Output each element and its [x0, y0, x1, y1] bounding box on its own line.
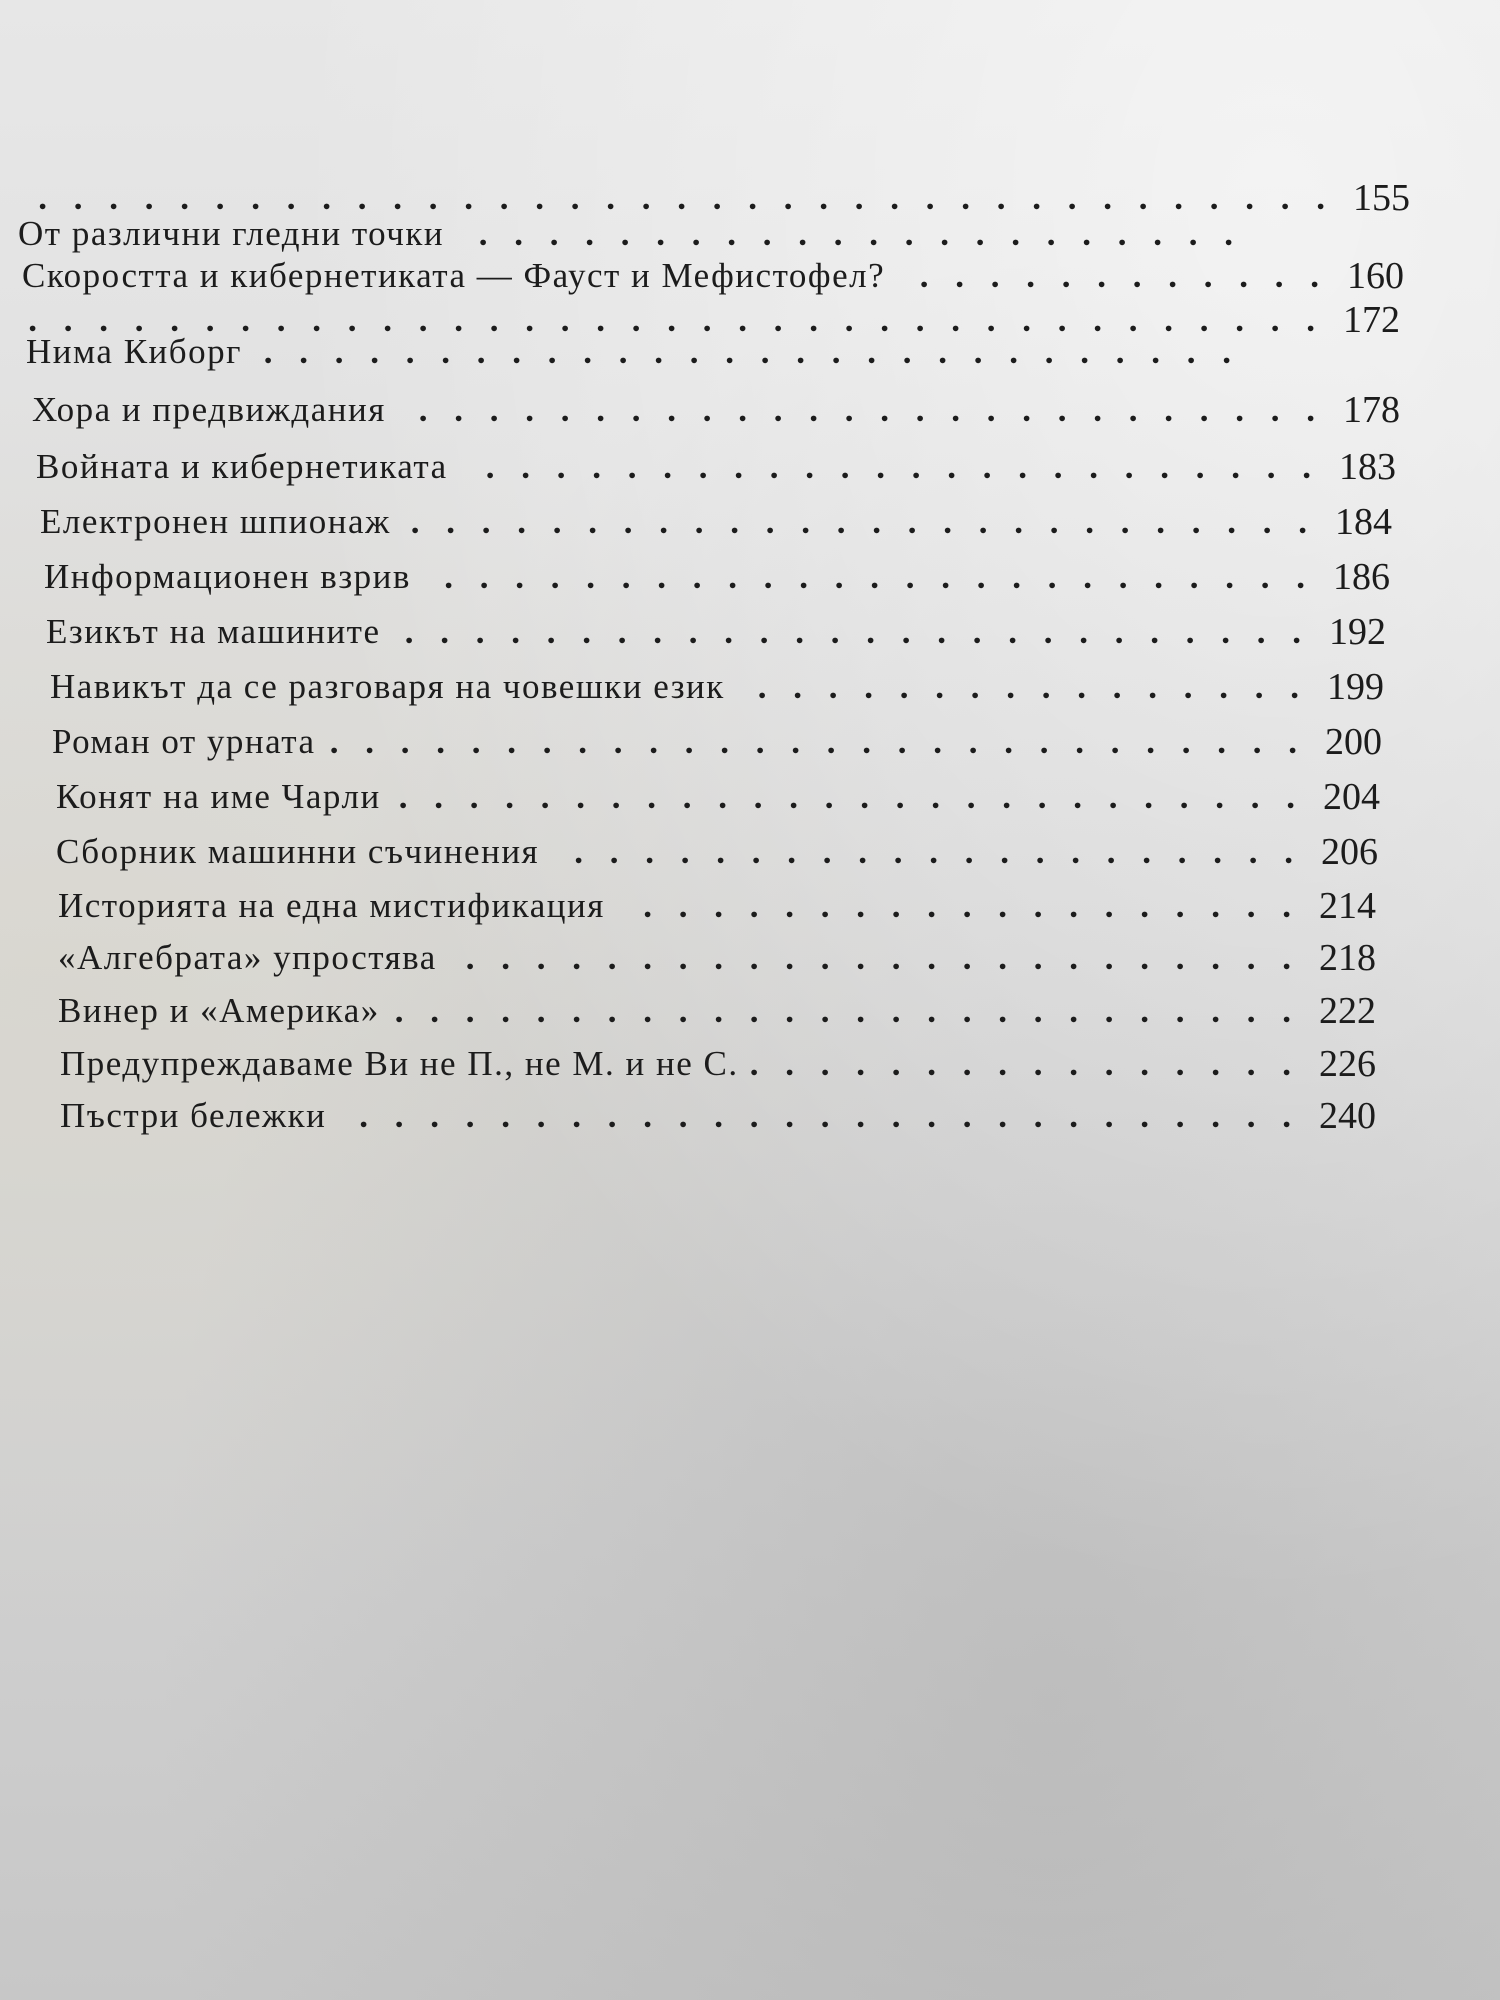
toc-entry-title: Сборник машинни съчинения — [56, 832, 540, 871]
toc-entry-page: 183 — [1339, 446, 1396, 488]
toc-entry-page: 204 — [1323, 776, 1380, 818]
toc-entry — [60, 1040, 1376, 1088]
toc-entry-title: Роман от урната — [52, 722, 316, 761]
dot-leader — [390, 987, 1300, 1035]
dot-leader — [454, 210, 1242, 258]
toc-entry — [32, 386, 1400, 434]
dot-leader — [749, 1040, 1300, 1088]
dot-leader — [396, 386, 1324, 434]
toc-entry — [58, 987, 1376, 1035]
dot-leader — [458, 443, 1320, 491]
toc-entry-page: 186 — [1333, 556, 1390, 598]
toc-entry-title: Нима Киборг — [26, 332, 242, 371]
toc-entry-page: 172 — [1343, 299, 1400, 341]
dot-leader — [391, 773, 1304, 821]
toc-entry-page: 178 — [1343, 389, 1400, 431]
toc-entry-title: Историята на една мистификация — [58, 886, 605, 925]
toc-entry-title: Скоростта и кибернетиката — Фауст и Мефистофел? — [22, 256, 886, 295]
dot-leader — [549, 828, 1302, 876]
toc-entry-page: 200 — [1325, 721, 1382, 763]
toc-entry-title: Винер и «Америка» — [58, 991, 380, 1030]
toc-entry — [26, 328, 1316, 376]
dot-leader — [336, 1092, 1300, 1140]
toc-entry — [60, 1092, 1376, 1140]
dot-leader — [447, 934, 1300, 982]
dot-leader — [252, 328, 1240, 376]
toc-entry-title: Хора и предвиждания — [32, 390, 386, 429]
toc-entry — [18, 210, 1318, 258]
toc-entry-page: 184 — [1335, 501, 1392, 543]
toc-entry-title: Електронен шпионаж — [40, 502, 391, 541]
toc-entry — [50, 663, 1384, 711]
toc-entry-title: Пъстри бележки — [60, 1096, 327, 1135]
toc-entry-title: Предупреждаваме Ви не П., не М. и не С. — [60, 1044, 739, 1083]
toc-entry-title: «Алгебрата» упростява — [58, 938, 437, 977]
toc-entry-title: Конят на име Чарли — [56, 777, 381, 816]
toc-entry — [52, 718, 1382, 766]
dot-leader — [401, 498, 1316, 546]
toc-entry — [56, 773, 1380, 821]
toc-entry — [58, 934, 1376, 982]
toc-entry-title: Информационен взрив — [44, 557, 411, 596]
dot-leader — [391, 608, 1310, 656]
toc-entry-title: От различни гледни точки — [18, 214, 445, 253]
toc-entry — [46, 608, 1386, 656]
toc-entry-page: 240 — [1319, 1095, 1376, 1137]
toc-entry — [40, 498, 1392, 546]
toc-entry — [22, 252, 1404, 300]
toc-entry-title: Войната и кибернетиката — [36, 447, 448, 486]
dot-leader — [735, 663, 1308, 711]
dot-leader — [421, 553, 1314, 601]
dot-leader — [326, 718, 1306, 766]
toc-entry — [36, 443, 1396, 491]
toc-entry-title: Навикът да се разговаря на човешки език — [50, 667, 725, 706]
toc-entry-title: Езикът на машините — [46, 612, 381, 651]
toc-entry-page: 226 — [1319, 1043, 1376, 1085]
toc-entry-page: 218 — [1319, 937, 1376, 979]
toc-entry — [56, 828, 1378, 876]
toc-entry-page: 160 — [1347, 255, 1404, 297]
toc-entry-page: 222 — [1319, 990, 1376, 1032]
dot-leader — [895, 252, 1328, 300]
toc-entry-page: 206 — [1321, 831, 1378, 873]
dot-leader — [615, 882, 1300, 930]
toc-entry-page: 199 — [1327, 666, 1384, 708]
toc-entry-page: 155 — [1353, 177, 1410, 219]
toc-entry — [44, 553, 1390, 601]
toc-entry-page: 192 — [1329, 611, 1386, 653]
toc-entry — [58, 882, 1376, 930]
toc-entry-page: 214 — [1319, 885, 1376, 927]
